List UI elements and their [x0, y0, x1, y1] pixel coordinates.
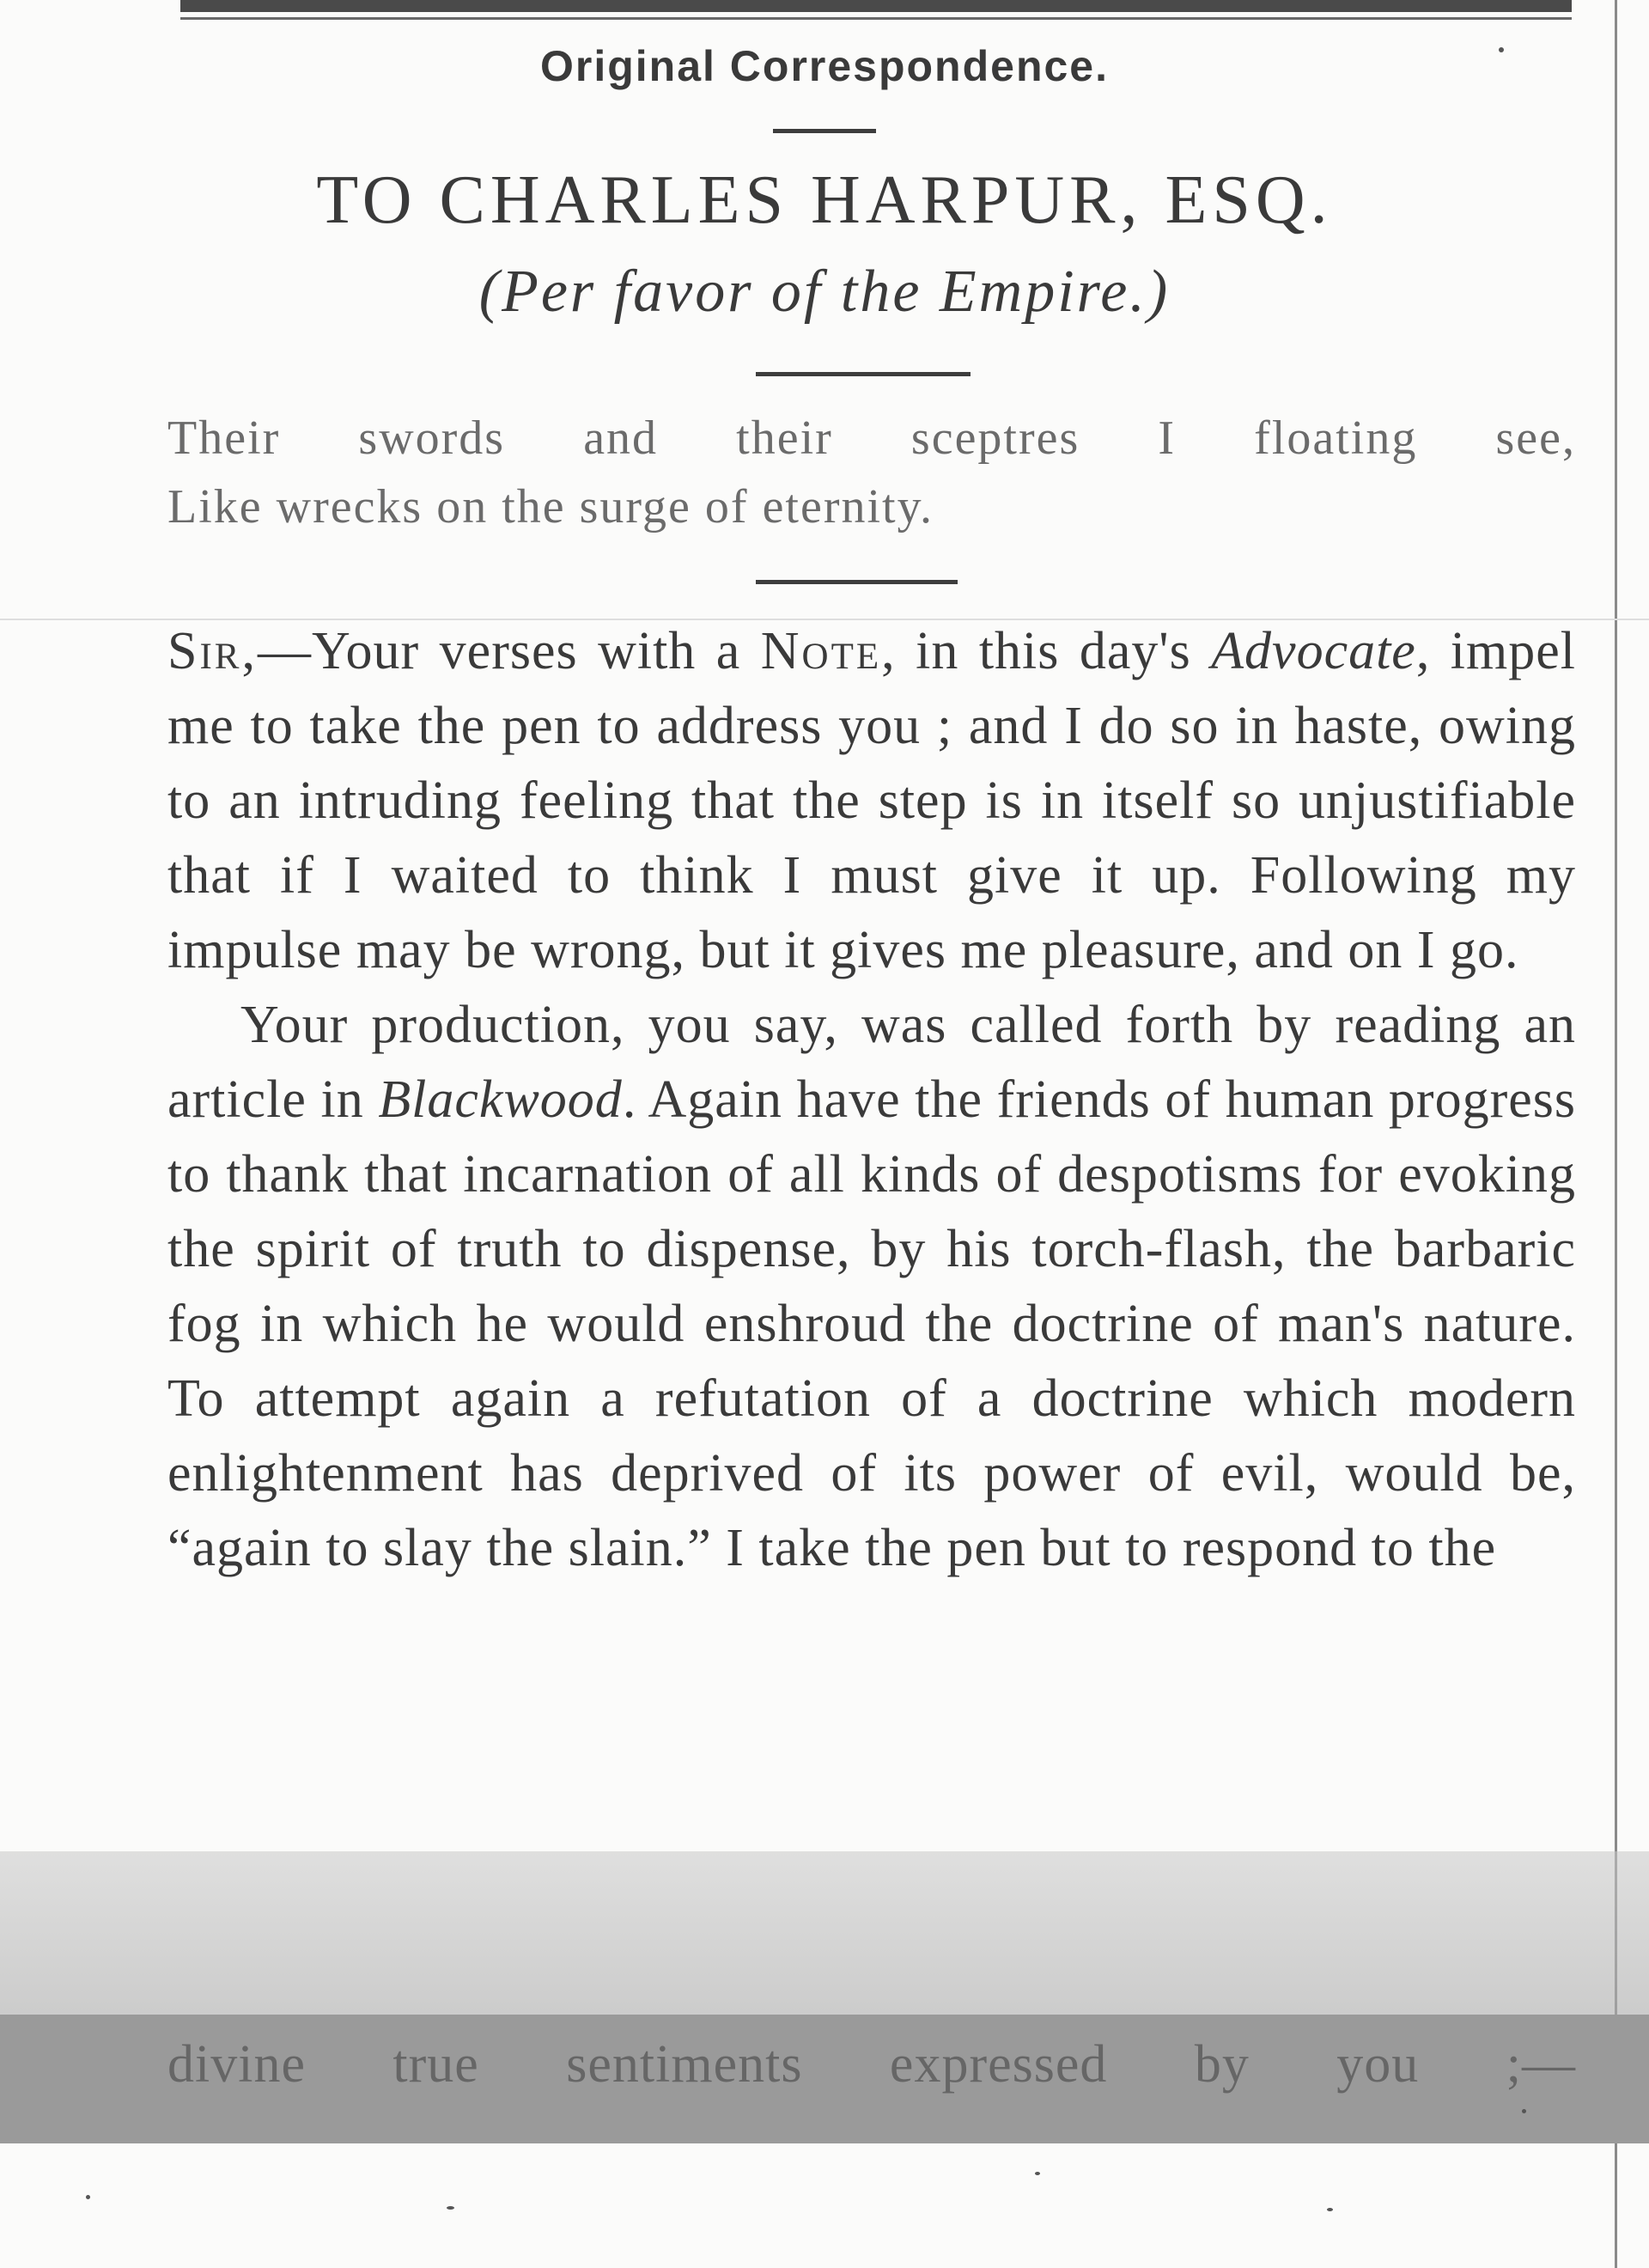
section-heading: Original Correspondence. [539, 42, 1109, 90]
ink-speck [1327, 2208, 1333, 2211]
blackwood-word: Blackwood [378, 1070, 623, 1129]
p2-text-b: . Again have the friends of human progress to thank that incarnation of all kinds of despotisms for evoking the spirit of truth to dispense, by his torch-flash, the barbaric fog in which he would enshroud the doctrine of man's nature. To attempt again a refutation of a doctrine which modern enlightenment has deprived of its power of evil, would be, “again to slay the slain.” I take the pen but to respond to the [167, 1070, 1576, 1577]
scan-shadow [0, 1851, 1649, 2027]
p1-text-c: , impel me to take the pen to address you ; and I do so in haste, owing to an intruding feeling that the step is in itself so unjustifiable that if I waited to think I must give it up. Following my impulse may be wrong, but it gives me pleasure, and on I go. [167, 622, 1576, 979]
epigraph-line-1: Their swords and their sceptres I floating see, [167, 412, 1576, 465]
ink-speck [447, 2206, 454, 2210]
p2-text-a: Your production, you say, was called forth by reading an article in [167, 996, 1576, 1129]
p1-text-a: —Your verses with a [257, 622, 761, 680]
ink-speck [1035, 2172, 1040, 2175]
epigraph-line-2: Like wrecks on the surge of eternity. [167, 480, 934, 533]
advocate-word: Advocate [1211, 622, 1416, 680]
salutation: Sir, [167, 622, 258, 680]
ink-speck [1522, 2109, 1526, 2113]
top-rule [180, 0, 1572, 12]
ink-speck [1499, 47, 1504, 52]
heading-divider [773, 129, 876, 133]
p1-text-b: , in this day's [881, 622, 1212, 680]
subtitle-divider [756, 372, 971, 376]
note-word: Note [760, 622, 882, 680]
epigraph-divider [756, 580, 958, 584]
faded-last-line: divine true sentiments expressed by you ;— [167, 2035, 1576, 2094]
top-rule-thin [180, 17, 1572, 20]
paragraph-2 [167, 988, 1576, 1586]
ink-speck [86, 2195, 90, 2199]
letter-title: TO CHARLES HARPUR, ESQ. [316, 162, 1333, 238]
letter-body [167, 614, 1576, 1586]
letter-subtitle: (Per favor of the Empire.) [478, 259, 1171, 325]
paragraph-1 [167, 614, 1576, 988]
epigraph [167, 404, 1576, 541]
